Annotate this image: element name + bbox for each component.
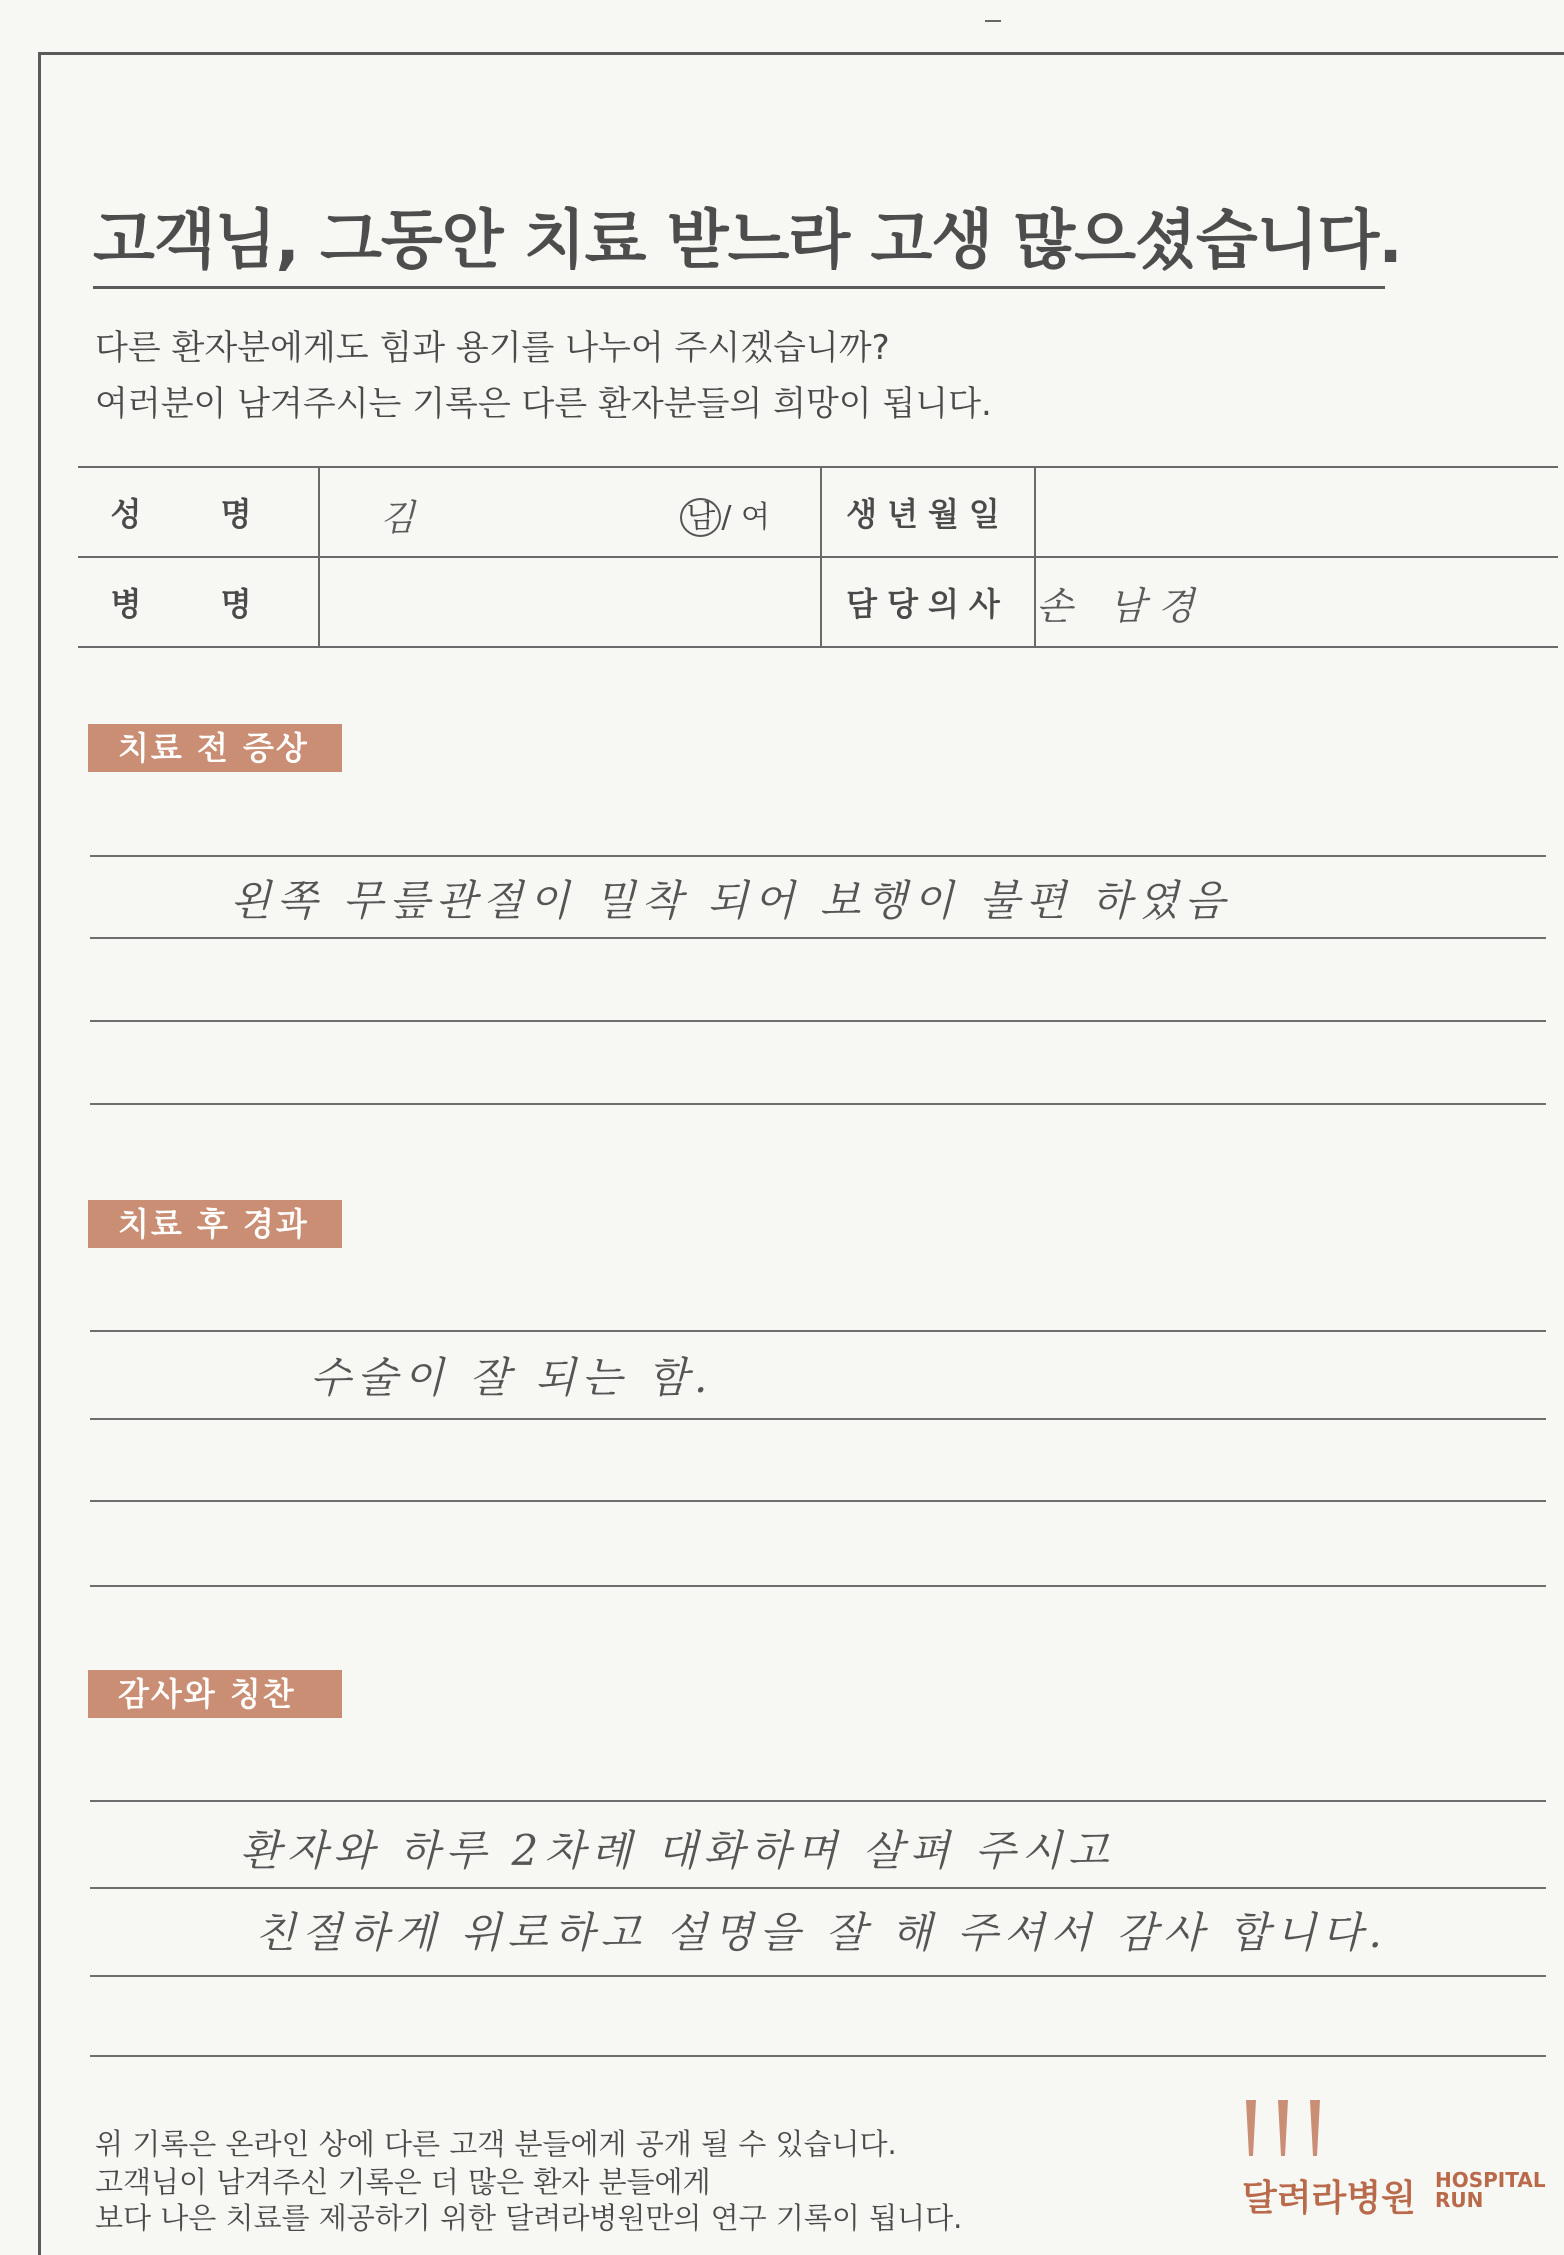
logo-stroke — [1278, 2100, 1288, 2156]
footer-line-2: 고객님이 남겨주신 기록은 더 많은 환자 분들에게 — [95, 2165, 711, 2199]
footer-line-1: 위 기록은 온라인 상에 다른 고객 분들에게 공개 될 수 있습니다. — [95, 2127, 897, 2161]
thanks-text-line-1: 환자와 하루 2차례 대화하며 살펴 주시고 — [240, 1826, 1115, 1875]
section-label-before: 치료 전 증상 — [88, 724, 342, 772]
ruled-line — [90, 1020, 1546, 1022]
logo-name: 달려라병원 — [1242, 2178, 1416, 2219]
gender-separator: / — [721, 500, 732, 535]
gender-choice — [680, 492, 770, 536]
logo-sub-line-1: HOSPITAL — [1435, 2168, 1546, 2192]
logo-sub — [1435, 2170, 1546, 2210]
ruled-line — [90, 1975, 1546, 1977]
thanks-text-line-2: 친절하게 위로하고 설명을 잘 해 주셔서 감사 합니다. — [255, 1908, 1388, 1957]
name-label: 성 명 — [78, 467, 319, 557]
name-field[interactable] — [319, 467, 821, 557]
ruled-line — [90, 1330, 1546, 1332]
gender-male: 남 — [680, 498, 721, 537]
ruled-line — [90, 1103, 1546, 1105]
doctor-label: 담당의사 — [821, 557, 1035, 647]
ruled-line — [90, 1585, 1546, 1587]
disease-label: 병 명 — [78, 557, 319, 647]
ruled-line — [90, 2055, 1546, 2057]
info-row-1 — [78, 467, 1558, 557]
before-text-line-1: 왼쪽 무릎관절이 밀착 되어 보행이 불편 하였음 — [230, 876, 1231, 925]
ruled-line — [90, 1418, 1546, 1420]
intro-line-1: 다른 환자분에게도 힘과 용기를 나누어 주시겠습니까? — [95, 328, 890, 368]
logo-sub-line-2: RUN — [1435, 2188, 1484, 2212]
info-row-2 — [78, 557, 1558, 647]
doctor-field[interactable]: 손 남경 — [1035, 557, 1558, 647]
page-title: 고객님, 그동안 치료 받느라 고생 많으셨습니다. — [93, 196, 1385, 289]
intro-line-2: 여러분이 남겨주시는 기록은 다른 환자분들의 희망이 됩니다. — [95, 384, 992, 424]
section-label-thanks: 감사와 칭찬 — [88, 1670, 342, 1718]
name-value: 김 — [380, 498, 415, 539]
scan-mark — [985, 20, 1001, 22]
gender-female: 여 — [741, 500, 770, 535]
birth-label: 생년월일 — [821, 467, 1035, 557]
ruled-line — [90, 1800, 1546, 1802]
section-label-after: 치료 후 경과 — [88, 1200, 342, 1248]
logo-stroke — [1310, 2100, 1320, 2156]
ruled-line — [90, 937, 1546, 939]
ruled-line — [90, 855, 1546, 857]
footer-line-3: 보다 나은 치료를 제공하기 위한 달려라병원만의 연구 기록이 됩니다. — [95, 2201, 963, 2235]
ruled-line — [90, 1500, 1546, 1502]
hospital-logo-icon — [1232, 2100, 1352, 2170]
disease-field[interactable] — [319, 557, 821, 647]
birth-field[interactable] — [1035, 467, 1558, 557]
ruled-line — [90, 1887, 1546, 1889]
logo-stroke — [1246, 2100, 1256, 2156]
patient-info-table — [78, 466, 1558, 648]
after-text-line-1: 수술이 잘 되는 함. — [310, 1353, 714, 1402]
